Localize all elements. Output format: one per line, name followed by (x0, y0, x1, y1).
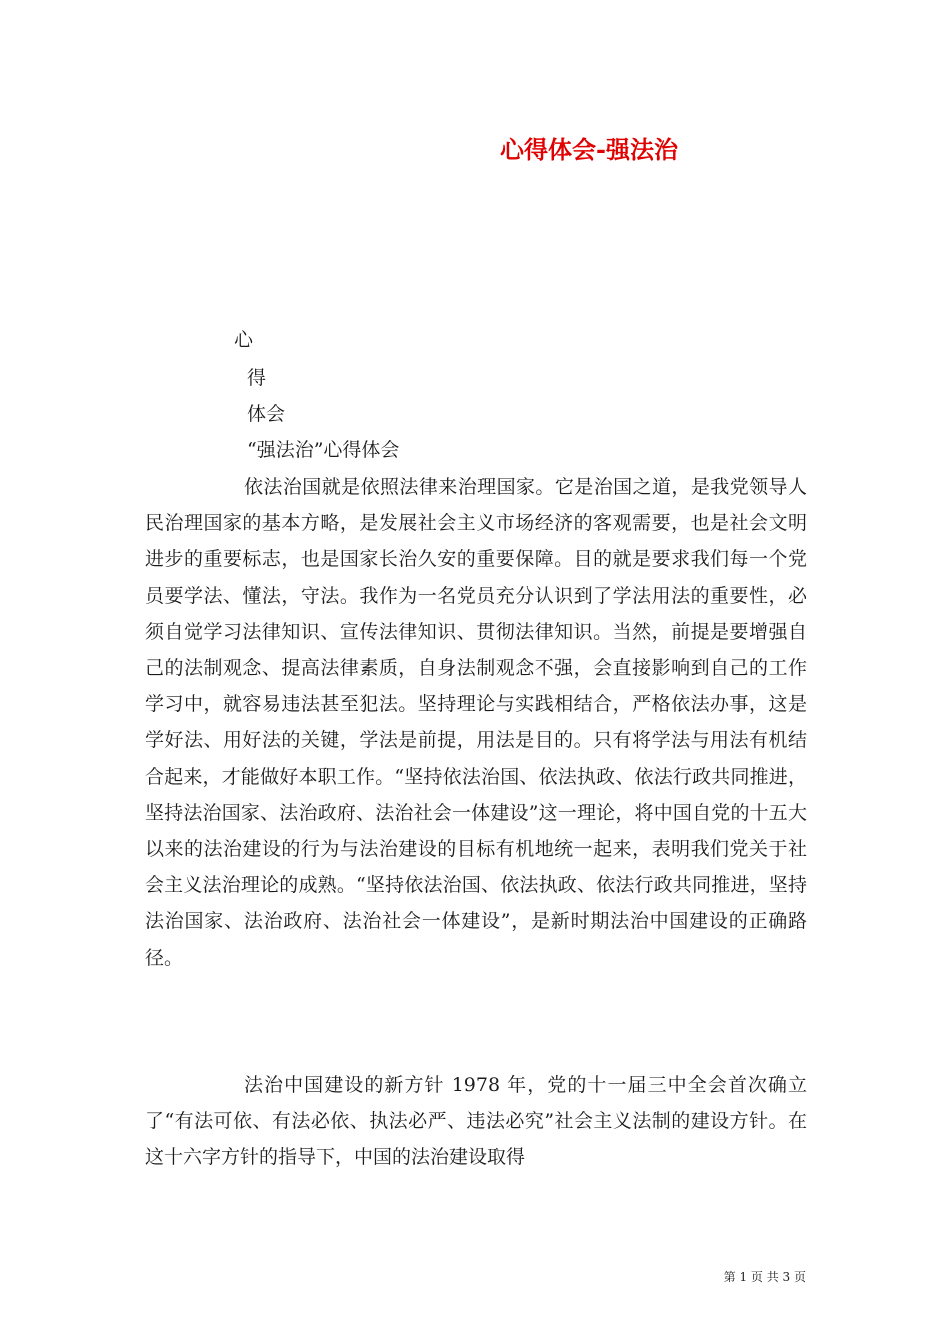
page-footer: 第 1 页 共 3 页 (723, 1270, 806, 1284)
page-title: 心得体会-强法治 (500, 135, 678, 164)
heading-line-2: 得 (247, 367, 267, 389)
heading-line-1: 心 (234, 329, 254, 351)
subtitle: “强法治”心得体会 (247, 439, 400, 461)
heading-line-3: 体会 (247, 403, 286, 425)
body-paragraph-2: 法治中国建设的新方针 1978 年，党的十一届三中全会首次确立了“有法可依、有法必依、执法必严、违法必究”社会主义法制的建设方针。在这十六字方针的指导下，中国的法治建设取得 (145, 1074, 807, 1169)
body-paragraph-1: 依法治国就是依照法律来治理国家。它是治国之道，是我党领导人民治理国家的基本方略，是发展社会主义市场经济的客观需要，也是社会文明进步的重要标志，也是国家长治久安的重要保障。目的就是要求我们每一个党员要学法、懂法，守法。我作为一名党员充分认识到了学法用法的重要性，必须自觉学习法律知识、宣传法律知识、贯彻法律知识。当然，前提是要增强自己的法制观念、提高法律素质，自身法制观念不强，会直接影响到自己的工作学习中，就容易违法甚至犯法。坚持理论与实践相结合，严格依法办事，这是学好法、用好法的关键，学法是前提，用法是目的。只有将学法与用法有机结合起来，才能做好本职工作。“坚持依法治国、依法执政、依法行政共同推进，坚持法治国家、法治政府、法治社会一体建设”这一理论，将中国自党的十五大以来的法治建设的行为与法治建设的目标有机地统一起来，表明我们党关于社会主义法治理论的成熟。“坚持依法治国、依法执政、依法行政共同推进，坚持法治国家、法治政府、法治社会一体建设”，是新时期法治中国建设的正确路径。 (145, 476, 807, 969)
